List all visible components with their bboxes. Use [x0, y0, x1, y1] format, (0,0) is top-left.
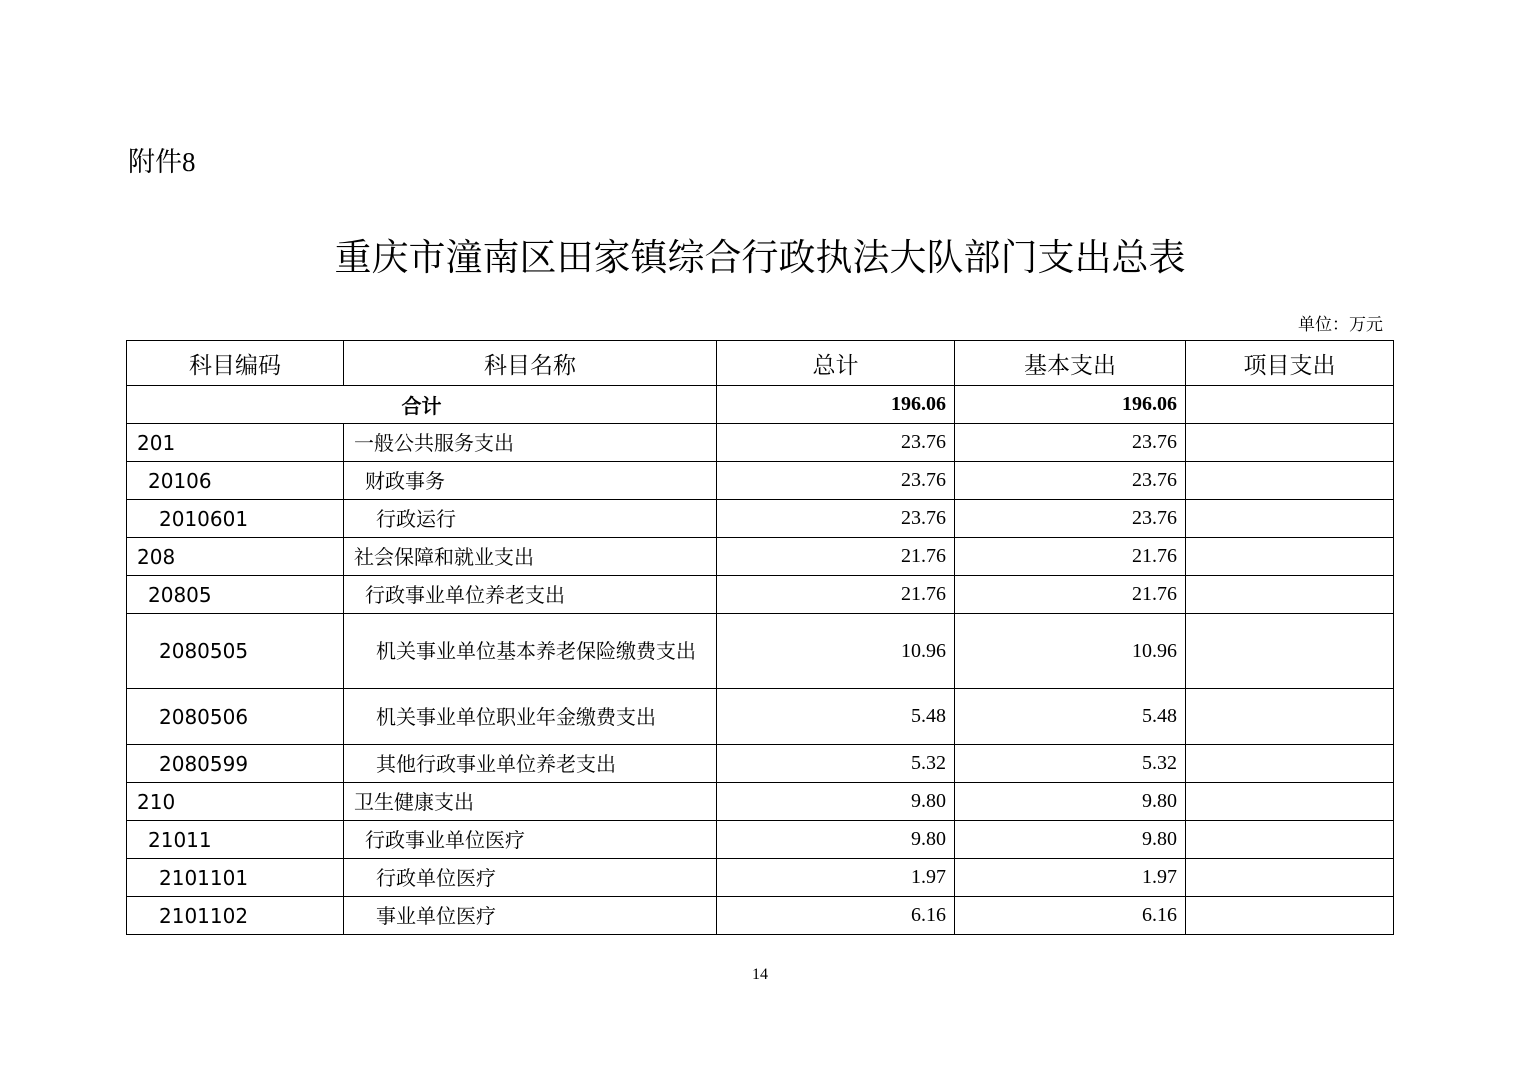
row-basic: 9.80	[955, 783, 1186, 821]
row-code: 20805	[127, 576, 344, 614]
expenditure-table	[126, 340, 1394, 935]
row-name: 行政单位医疗	[344, 859, 717, 897]
row-name: 一般公共服务支出	[344, 424, 717, 462]
table-row	[127, 745, 1394, 783]
row-project	[1186, 821, 1394, 859]
table-body	[127, 386, 1394, 935]
header-basic: 基本支出	[955, 341, 1186, 386]
row-project	[1186, 462, 1394, 500]
total-total: 196.06	[717, 386, 955, 424]
table-row	[127, 424, 1394, 462]
header-code: 科目编码	[127, 341, 344, 386]
table-header-row	[127, 341, 1394, 386]
total-label: 合计	[127, 386, 717, 424]
row-basic: 23.76	[955, 500, 1186, 538]
page-title: 重庆市潼南区田家镇综合行政执法大队部门支出总表	[334, 236, 1186, 279]
row-total: 1.97	[717, 859, 955, 897]
row-basic: 23.76	[955, 424, 1186, 462]
row-project	[1186, 500, 1394, 538]
total-project	[1186, 386, 1394, 424]
row-name: 事业单位医疗	[344, 897, 717, 935]
row-name: 社会保障和就业支出	[344, 538, 717, 576]
row-name: 财政事务	[344, 462, 717, 500]
row-name: 行政运行	[344, 500, 717, 538]
table-row	[127, 897, 1394, 935]
row-code: 20106	[127, 462, 344, 500]
header-total: 总计	[717, 341, 955, 386]
total-basic: 196.06	[955, 386, 1186, 424]
row-name: 行政事业单位医疗	[344, 821, 717, 859]
page-number: 14	[752, 966, 768, 983]
row-code: 2010601	[127, 500, 344, 538]
total-row	[127, 386, 1394, 424]
row-name: 其他行政事业单位养老支出	[344, 745, 717, 783]
row-project	[1186, 897, 1394, 935]
row-basic: 5.48	[955, 689, 1186, 745]
row-total: 5.32	[717, 745, 955, 783]
table-row	[127, 689, 1394, 745]
table-row	[127, 859, 1394, 897]
row-total: 5.48	[717, 689, 955, 745]
row-code: 208	[127, 538, 344, 576]
row-basic: 10.96	[955, 614, 1186, 689]
row-total: 23.76	[717, 462, 955, 500]
row-total: 9.80	[717, 783, 955, 821]
table-row	[127, 821, 1394, 859]
row-project	[1186, 689, 1394, 745]
row-name: 机关事业单位职业年金缴费支出	[344, 689, 717, 745]
row-basic: 21.76	[955, 538, 1186, 576]
row-total: 23.76	[717, 424, 955, 462]
row-total: 10.96	[717, 614, 955, 689]
table-row	[127, 576, 1394, 614]
header-project: 项目支出	[1186, 341, 1394, 386]
table-row	[127, 538, 1394, 576]
row-code: 2080599	[127, 745, 344, 783]
row-code: 2080505	[127, 614, 344, 689]
unit-label: 单位：万元	[1298, 315, 1383, 335]
row-code: 2101102	[127, 897, 344, 935]
row-code: 201	[127, 424, 344, 462]
table-row	[127, 614, 1394, 689]
row-code: 210	[127, 783, 344, 821]
header-name: 科目名称	[344, 341, 717, 386]
row-project	[1186, 783, 1394, 821]
row-basic: 5.32	[955, 745, 1186, 783]
row-name: 机关事业单位基本养老保险缴费支出	[344, 614, 717, 689]
row-basic: 1.97	[955, 859, 1186, 897]
attachment-number: 8	[182, 147, 196, 177]
row-basic: 9.80	[955, 821, 1186, 859]
row-name: 卫生健康支出	[344, 783, 717, 821]
row-code: 2080506	[127, 689, 344, 745]
row-code: 21011	[127, 821, 344, 859]
row-total: 21.76	[717, 576, 955, 614]
row-basic: 6.16	[955, 897, 1186, 935]
row-total: 9.80	[717, 821, 955, 859]
row-project	[1186, 538, 1394, 576]
row-code: 2101101	[127, 859, 344, 897]
row-project	[1186, 745, 1394, 783]
table-row	[127, 783, 1394, 821]
attachment-label	[128, 142, 196, 183]
row-name: 行政事业单位养老支出	[344, 576, 717, 614]
table-row	[127, 500, 1394, 538]
table-row	[127, 462, 1394, 500]
row-basic: 23.76	[955, 462, 1186, 500]
row-total: 6.16	[717, 897, 955, 935]
attachment-prefix: 附件	[128, 147, 182, 178]
row-total: 21.76	[717, 538, 955, 576]
row-project	[1186, 576, 1394, 614]
row-total: 23.76	[717, 500, 955, 538]
row-project	[1186, 424, 1394, 462]
row-project	[1186, 614, 1394, 689]
row-basic: 21.76	[955, 576, 1186, 614]
row-project	[1186, 859, 1394, 897]
